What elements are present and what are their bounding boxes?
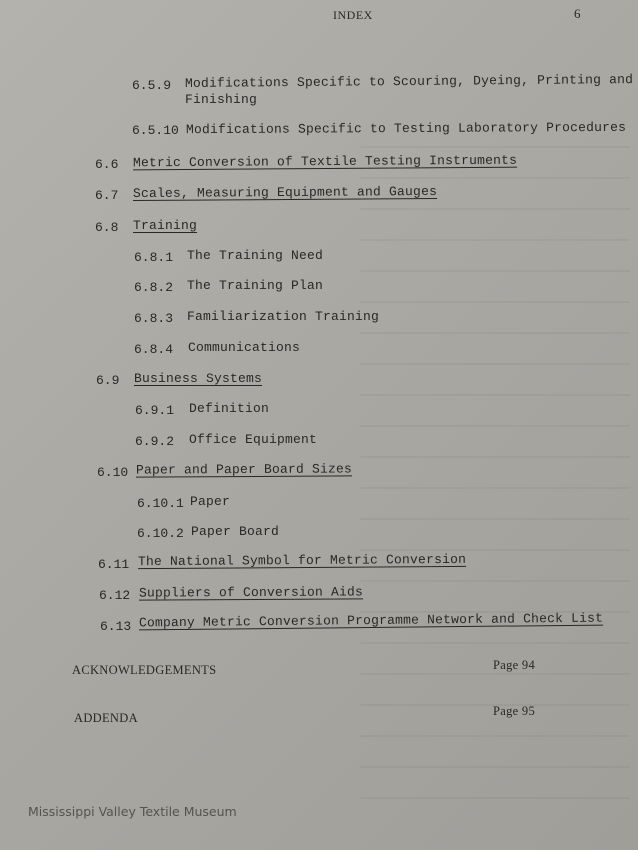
section-heading: Company Metric Conversion Programme Network and Check List [138, 610, 604, 631]
entry-number: 6.6 [95, 157, 119, 172]
entry-text: Paper Board [191, 524, 280, 539]
entry-text: Paper [190, 494, 231, 509]
entry-number: 6.8 [95, 220, 119, 235]
entry-text: Office Equipment [189, 432, 318, 447]
entry-number: 6.8.1 [134, 250, 174, 265]
entry-text: The Training Need [187, 248, 324, 263]
entry-text: Modifications Specific to Scouring, Dyeing, Printing and [184, 72, 634, 91]
entry-text: Familiarization Training [187, 309, 380, 324]
museum-watermark: Mississippi Valley Textile Museum [28, 804, 237, 819]
entry-text: Communications [188, 340, 301, 355]
entry-number: 6.9.2 [135, 434, 175, 449]
section-heading: The National Symbol for Metric Conversion [137, 551, 467, 570]
entry-number: 6.10.2 [137, 526, 184, 541]
entry-text: Modifications Specific to Testing Laboratory Procedures [185, 119, 627, 138]
section-heading: Suppliers of Conversion Aids [138, 584, 364, 601]
page-title: INDEX [333, 8, 373, 22]
back-matter-label: ADDENDA [74, 711, 138, 725]
entry-number: 6.8.4 [134, 342, 174, 357]
entry-number: 6.10 [97, 465, 129, 480]
entry-number: 6.9 [96, 373, 120, 388]
entry-text-continued: Finishing [185, 92, 258, 107]
entry-text: Definition [189, 401, 270, 416]
entry-number: 6.7 [95, 188, 119, 203]
entry-number: 6.10.1 [137, 496, 184, 511]
entry-number: 6.9.1 [135, 403, 175, 418]
entry-number: 6.12 [99, 588, 131, 603]
entry-text: The Training Plan [187, 278, 324, 293]
entry-number: 6.5.10 [132, 123, 179, 138]
section-heading: Training [133, 218, 198, 233]
entry-number: 6.5.9 [132, 78, 172, 93]
back-matter-page: Page 95 [493, 704, 536, 718]
entry-number: 6.8.2 [134, 280, 174, 295]
entry-number: 6.8.3 [134, 311, 174, 326]
page-number: 6 [574, 6, 581, 21]
back-matter-page: Page 94 [493, 658, 536, 672]
entry-number: 6.13 [100, 619, 132, 634]
section-heading: Paper and Paper Board Sizes [135, 461, 353, 478]
back-matter-label: ACKNOWLEDGEMENTS [72, 663, 217, 677]
section-heading: Business Systems [134, 371, 263, 386]
section-heading: Metric Conversion of Textile Testing Instruments [132, 152, 518, 171]
section-heading: Scales, Measuring Equipment and Gauges [132, 183, 438, 202]
entry-number: 6.11 [98, 557, 130, 572]
